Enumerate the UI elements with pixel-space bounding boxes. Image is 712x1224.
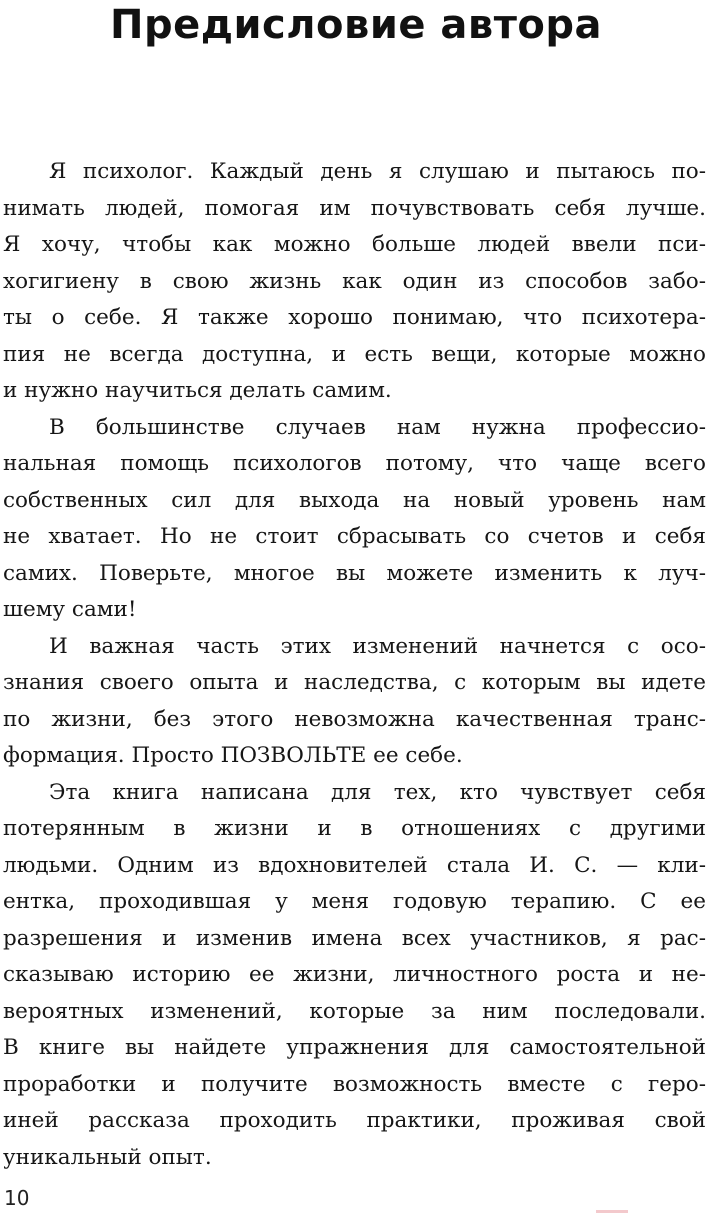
text-line: хогигиену в свою жизнь как один из способов забо- (3, 268, 706, 294)
text-line: разрешения и изменив имена всех участников, я рас- (3, 925, 706, 951)
text-line: ты о себе. Я также хорошо понимаю, что психотера- (3, 305, 706, 330)
paragraph-4 (3, 775, 706, 1177)
text-line: потерянным в жизни и в отношениях с другими (3, 816, 706, 841)
text-line: шему сами! (3, 597, 137, 622)
chapter-title: Предисловие автора (109, 2, 603, 48)
text-line: по жизни, без этого невозможна качественная транс- (3, 706, 706, 732)
paragraph-2 (3, 410, 706, 629)
text-line: нимать людей, помогая им почувствовать себя лучше. (3, 195, 706, 221)
paragraph-3 (3, 629, 706, 775)
text-line: Я хочу, чтобы как можно больше людей ввели пси- (3, 232, 706, 257)
text-line: не хватает. Но не стоит сбрасывать со счетов и себя (3, 524, 706, 549)
text-line: В большинстве случаев нам нужна профессио- (49, 414, 706, 440)
text-line: сказываю историю ее жизни, личностного роста и не- (3, 962, 706, 987)
text-line: формация. Просто ПОЗВОЛЬТЕ ее себе. (3, 743, 463, 768)
page-number: 10 (4, 1186, 30, 1210)
text-line: нальная помощь психологов потому, что чаще всего (3, 451, 706, 476)
text-line: Я психолог. Каждый день я слушаю и пытаюсь по- (49, 159, 706, 184)
paragraph-1 (3, 154, 706, 410)
text-line: иней рассказа проходить практики, проживая свой (3, 1108, 706, 1133)
text-line: В книге вы найдете упражнения для самостоятельной (3, 1035, 706, 1060)
text-line: уникальный опыт. (3, 1144, 212, 1170)
text-line: Эта книга написана для тех, кто чувствует себя (49, 779, 706, 805)
edge-mark (596, 1210, 628, 1213)
chapter-body (3, 154, 706, 1176)
text-line: самих. Поверьте, многое вы можете изменить к луч- (3, 560, 706, 586)
text-line: знания своего опыта и наследства, с которым вы идете (3, 670, 706, 695)
text-line: и нужно научиться делать самим. (3, 378, 392, 403)
text-line: людьми. Одним из вдохновителей стала И. С. — кли- (3, 852, 706, 878)
text-line: пия не всегда доступна, и есть вещи, которые можно (3, 341, 706, 367)
text-line: проработки и получите возможность вместе с геро- (3, 1071, 706, 1097)
text-line: собственных сил для выхода на новый уровень нам (3, 487, 706, 513)
text-line: И важная часть этих изменений начнется с осо- (49, 633, 706, 659)
text-line: вероятных изменений, которые за ним последовали. (3, 998, 706, 1024)
text-line: ентка, проходившая у меня годовую терапию. С ее (3, 889, 706, 914)
